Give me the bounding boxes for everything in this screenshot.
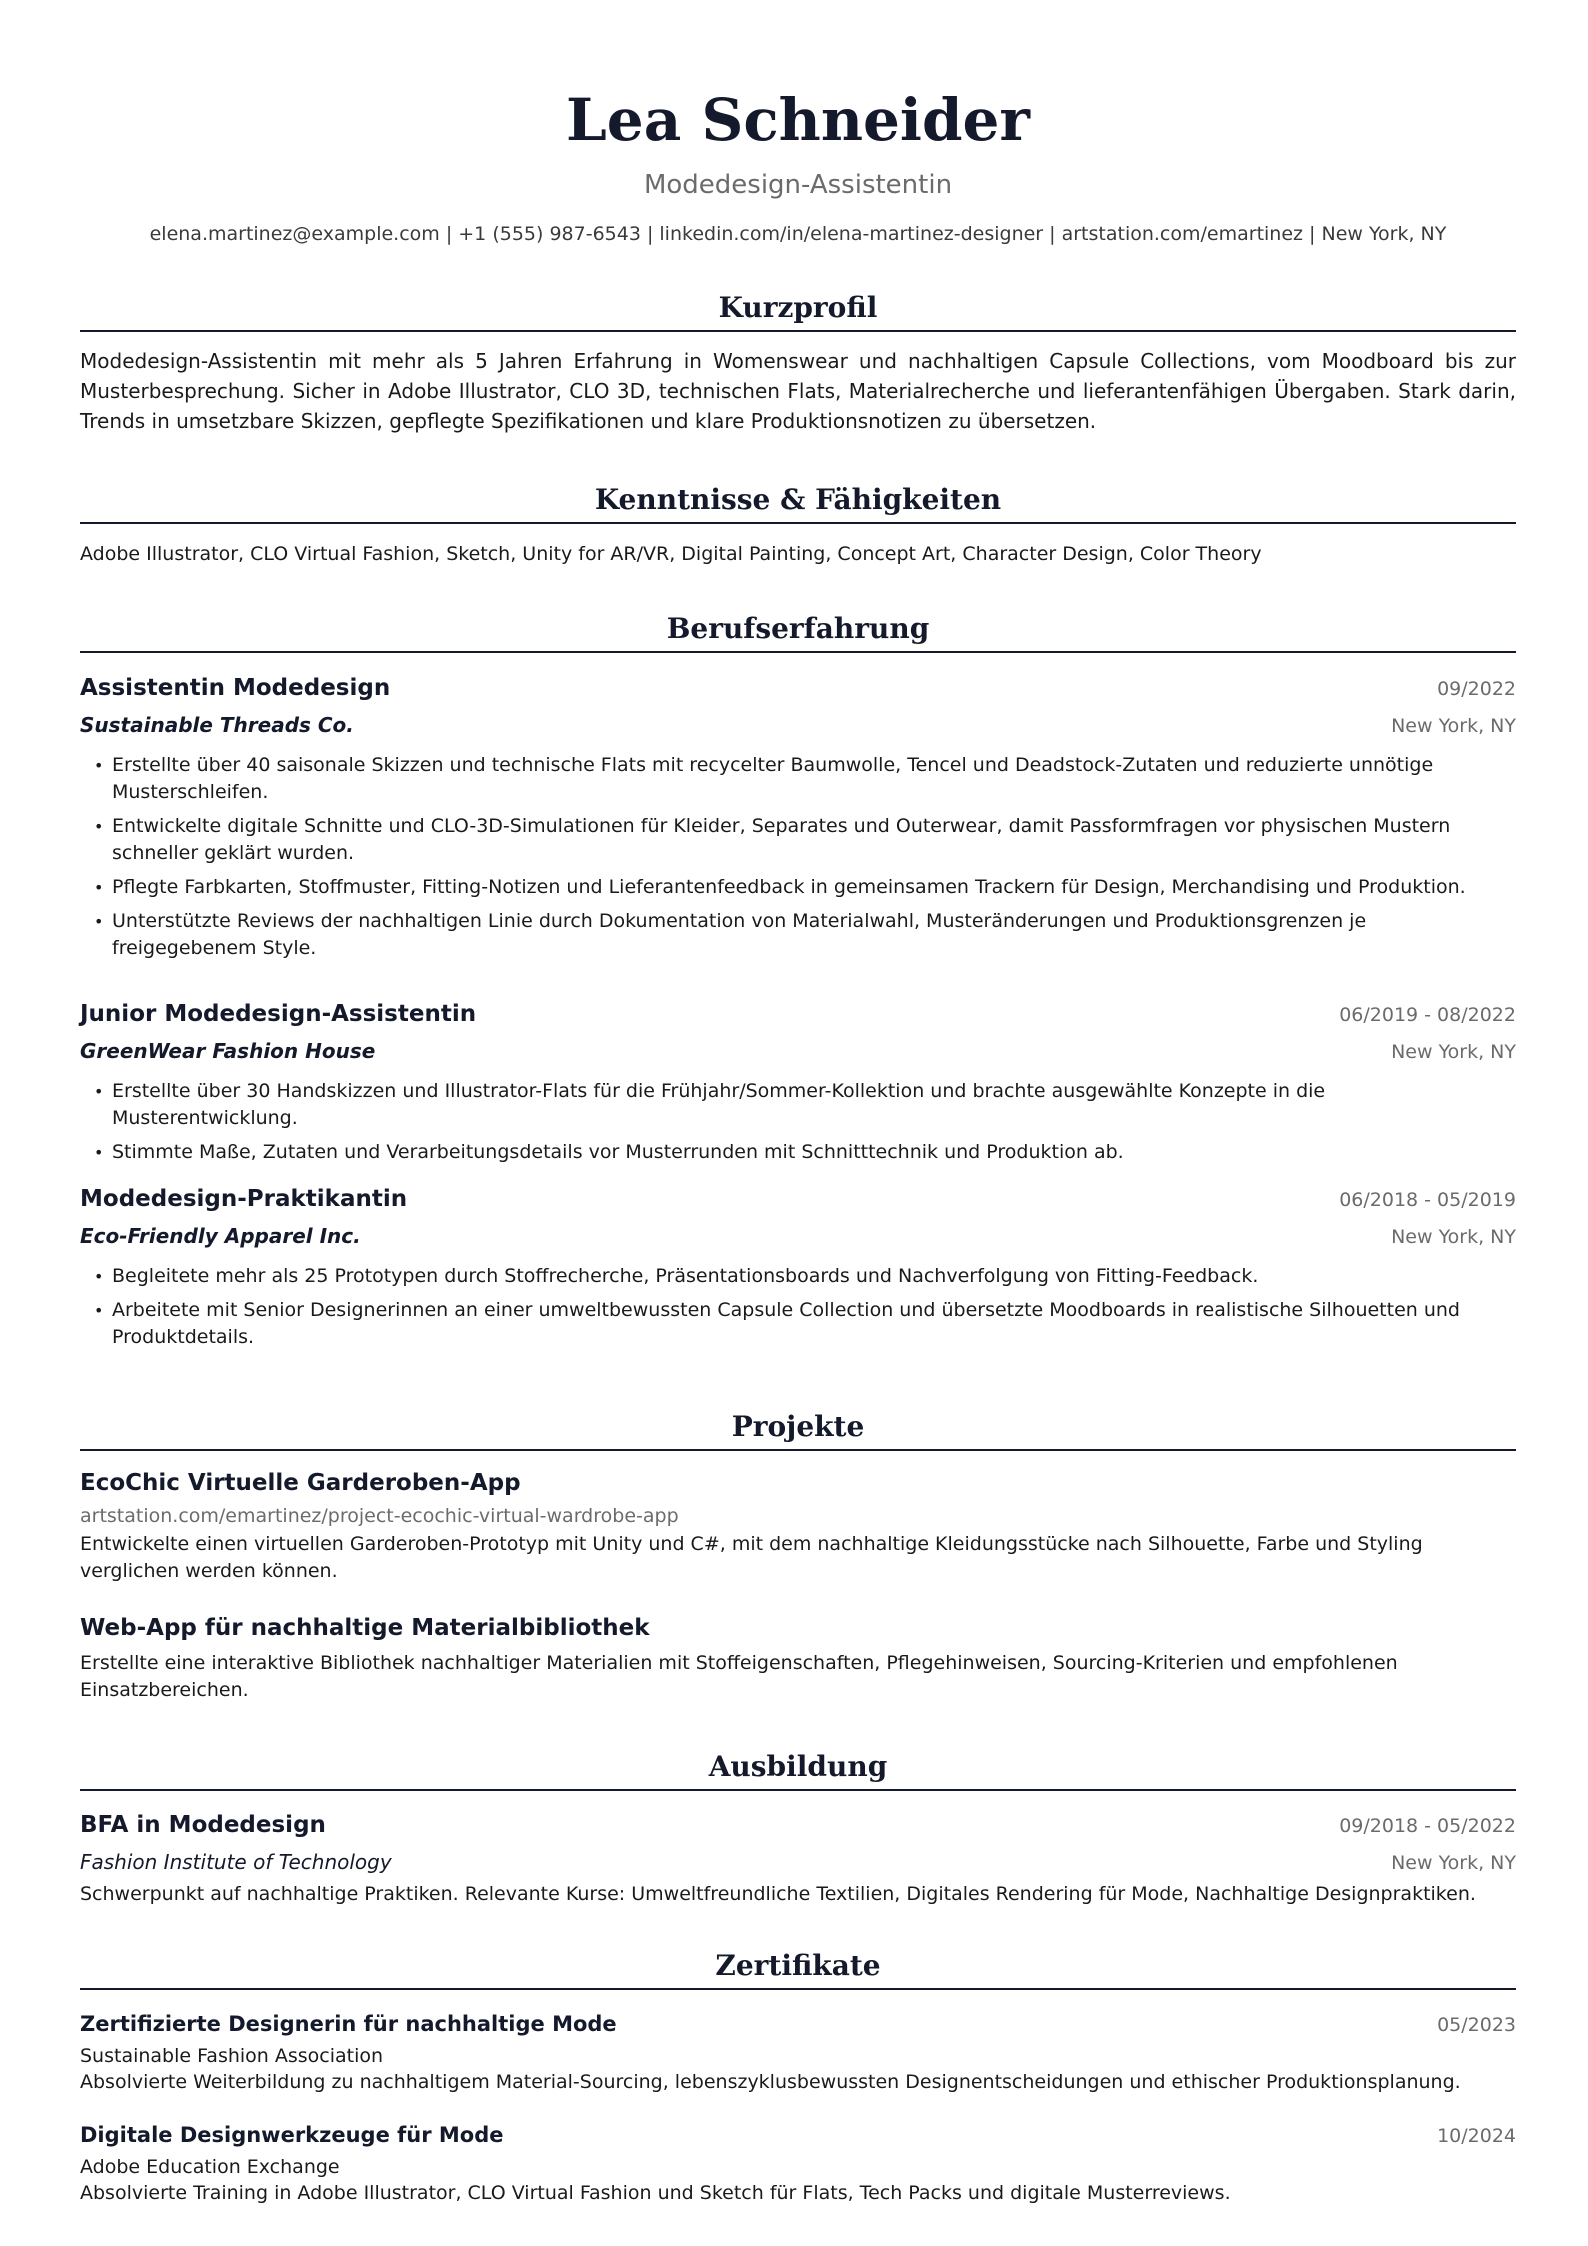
job-bullet: • Stimmte Maße, Zutaten und Verarbeitungsdetails vor Musterrunden mit Schnitttechnik und Produktion ab. [80,1139,1516,1166]
job-company: Eco-Friendly Apparel Inc. [80,1224,361,1248]
job-date: 06/2019 - 08/2022 [1339,1004,1516,1026]
job-bullet: • Begleitete mehr als 25 Prototypen durch Stoffrecherche, Präsentationsboards und Nachverfolgung von Fitting-Feedback. [80,1263,1516,1290]
contact-line: elena.martinez@example.com | +1 (555) 987-6543 | linkedin.com/in/elena-martinez-designer | artstation.com/emartinez | New York, NY [149,223,1447,245]
school-name: Fashion Institute of Technology [80,1850,392,1874]
job-bullets [80,1263,1516,1351]
certificate-description: Absolvierte Training in Adobe Illustrator, CLO Virtual Fashion und Sketch für Flats, Tech Packs und digitale Musterreviews. [80,2182,1231,2204]
job-company: Sustainable Threads Co. [80,713,354,737]
education-heading: Ausbildung [708,1750,888,1783]
certificates-heading: Zertifikate [715,1949,881,1982]
job-location: New York, NY [1391,1041,1516,1063]
projects-section [80,1407,1516,1451]
project-title: Web-App für nachhaltige Materialbibliothek [80,1615,650,1641]
section-divider [80,1449,1516,1451]
certificate-entry [80,2007,1516,2095]
experience-section [80,609,1516,653]
job-location: New York, NY [1391,715,1516,737]
job-bullet: • Arbeitete mit Senior Designerinnen an einer umweltbewussten Capsule Collection und übersetzte Moodboards in realistische Silhouetten und Produktdetails. [80,1297,1516,1351]
section-divider [80,522,1516,524]
project-title: EcoChic Virtuelle Garderoben-App [80,1470,521,1496]
education-date: 09/2018 - 05/2022 [1339,1815,1516,1837]
job-bullet: • Erstellte über 40 saisonale Skizzen und technische Flats mit recycelter Baumwolle, Tencel und Deadstock-Zutaten und reduzierte unnötige Musterschleifen. [80,752,1516,806]
certificate-entry [80,2118,1516,2206]
project-entry [80,1465,1516,1585]
certificate-description: Absolvierte Weiterbildung zu nachhaltigem Material-Sourcing, lebenszyklusbewussten Designentscheidungen und ethischer Produktionsplanung. [80,2071,1461,2093]
section-divider [80,651,1516,653]
certificate-title: Zertifizierte Designerin für nachhaltige Mode [80,2012,617,2036]
school-location: New York, NY [1391,1852,1516,1874]
summary-section [80,288,1516,436]
summary-text: Modedesign-Assistentin mit mehr als 5 Jahren Erfahrung in Womenswear und nachhaltigen Capsule Collections, vom Moodboard bis zur Musterbesprechung. Sicher in Adobe Illustrator, CLO 3D, technischen Flats, Materialrecherche und lieferantenfähigen Übergaben. Stark darin, Trends in umsetzbare Skizzen, gepflegte Spezifikationen und klare Produktionsnotizen zu übersetzen. [80,349,1516,433]
projects-heading: Projekte [731,1410,865,1443]
certificate-issuer: Adobe Education Exchange [80,2156,340,2178]
job-title: Modedesign-Praktikantin [80,1186,408,1212]
experience-heading: Berufserfahrung [666,612,930,645]
job-bullet: • Entwickelte digitale Schnitte und CLO-3D-Simulationen für Kleider, Separates und Outerwear, damit Passformfragen vor physischen Mustern schneller geklärt wurden. [80,813,1516,867]
job-title: Assistentin Modedesign [80,675,391,701]
project-description: Entwickelte einen virtuellen Garderoben-Prototyp mit Unity und C#, mit dem nachhaltige Kleidungsstücke nach Silhouette, Farbe und Styling verglichen werden können. [80,1533,1423,1582]
job-bullets [80,1078,1516,1166]
job-entry [80,1181,1516,1358]
job-company: GreenWear Fashion House [80,1039,376,1063]
summary-heading: Kurzprofil [718,291,878,324]
project-entry [80,1610,1516,1704]
certificate-title: Digitale Designwerkzeuge für Mode [80,2123,504,2147]
section-divider [80,1789,1516,1791]
education-entry [80,1807,1516,1908]
job-entry [80,670,1516,969]
job-title: Junior Modedesign-Assistentin [80,1001,477,1027]
skills-heading: Kenntnisse & Fähigkeiten [594,483,1002,516]
degree-title: BFA in Modedesign [80,1812,326,1838]
job-bullet: • Erstellte über 30 Handskizzen und Illustrator-Flats für die Frühjahr/Sommer-Kollektion und brachte ausgewählte Konzepte in die Musterentwicklung. [80,1078,1516,1132]
education-description: Schwerpunkt auf nachhaltige Praktiken. Relevante Kurse: Umweltfreundliche Textilien, Digitales Rendering für Mode, Nachhaltige Designpraktiken. [80,1883,1476,1905]
project-link[interactable]: artstation.com/emartinez/project-ecochic-virtual-wardrobe-app [80,1505,679,1527]
job-location: New York, NY [1391,1226,1516,1248]
job-date: 09/2022 [1437,678,1516,700]
skills-section [80,480,1516,568]
candidate-role: Modedesign-Assistentin [643,170,953,200]
section-divider [80,1988,1516,1990]
certificate-date: 10/2024 [1437,2125,1516,2147]
job-bullet: • Unterstützte Reviews der nachhaltigen Linie durch Dokumentation von Materialwahl, Musteränderungen und Produktionsgrenzen je freigegebenem Style. [80,908,1516,962]
job-bullet: • Pflegte Farbkarten, Stoffmuster, Fitting-Notizen und Lieferantenfeedback in gemeinsamen Trackern für Design, Merchandising und Produktion. [80,874,1516,901]
job-entry [80,996,1516,1173]
certificate-issuer: Sustainable Fashion Association [80,2045,384,2067]
skills-text: Adobe Illustrator, CLO Virtual Fashion, Sketch, Unity for AR/VR, Digital Painting, Concept Art, Character Design, Color Theory [80,543,1262,565]
certificate-date: 05/2023 [1437,2014,1516,2036]
job-date: 06/2018 - 05/2019 [1339,1189,1516,1211]
project-description: Erstellte eine interaktive Bibliothek nachhaltiger Materialien mit Stoffeigenschaften, Pflegehinweisen, Sourcing-Kriterien und empfohlenen Einsatzbereichen. [80,1652,1398,1701]
certificates-section [80,1946,1516,1990]
candidate-name: Lea Schneider [566,86,1030,154]
section-divider [80,330,1516,332]
education-section [80,1747,1516,1791]
job-bullets [80,752,1516,962]
